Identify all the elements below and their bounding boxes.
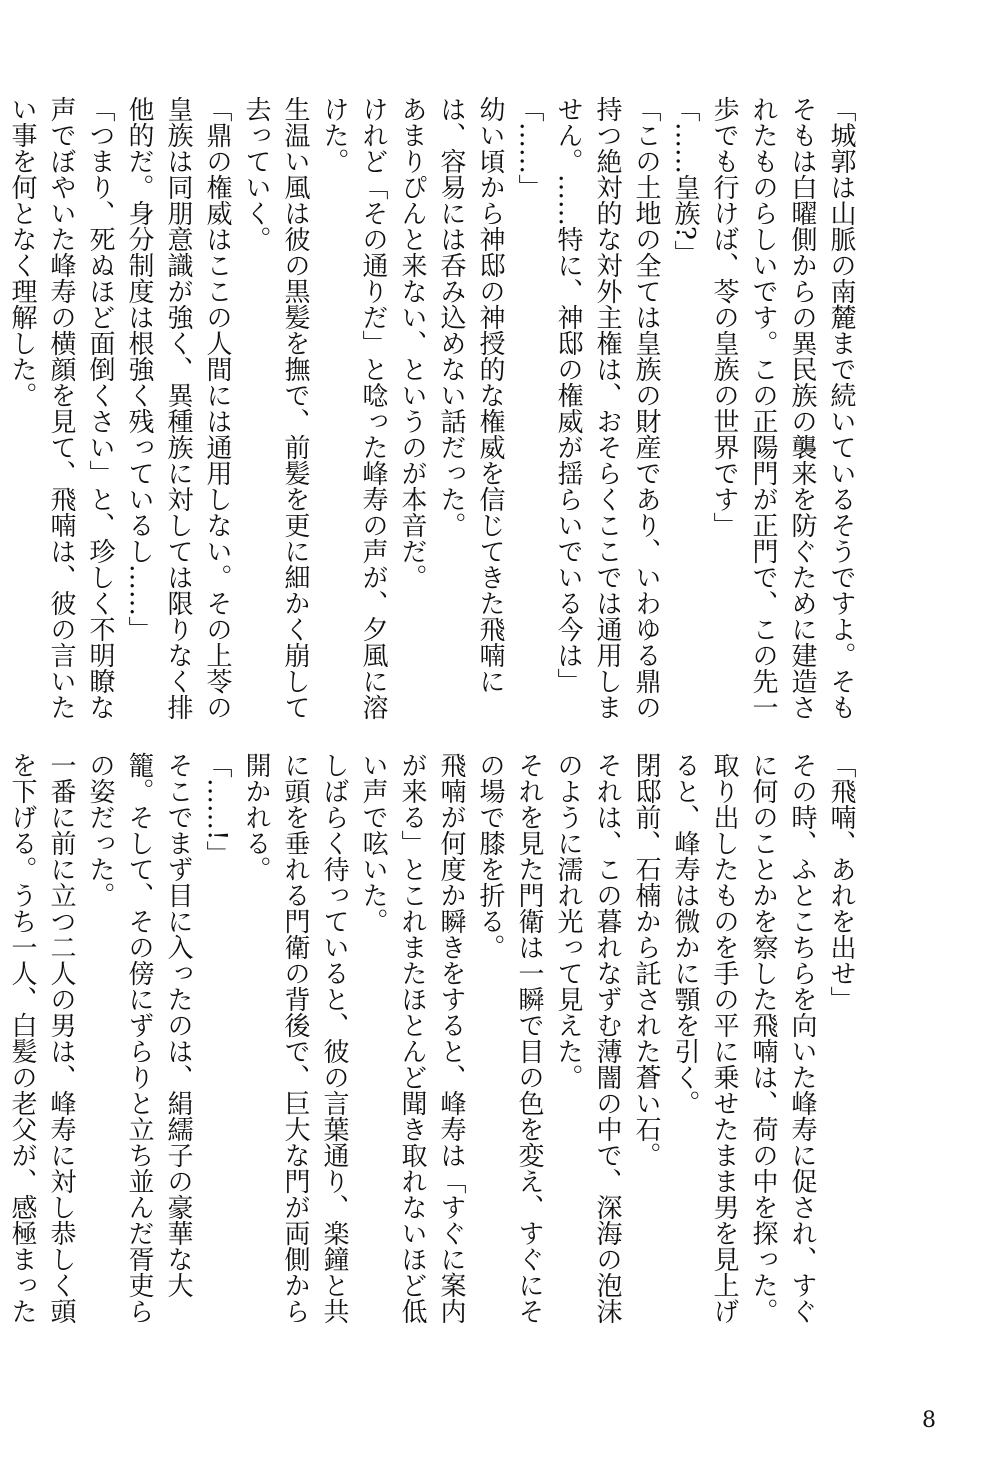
paragraph: 一番に前に立つ二人の男は、峰寿に対し恭しく頭を下げる。うち一人、白髪の老父が、感極まった bbox=[7, 752, 76, 1324]
paragraph: 飛喃が何度か瞬きをすると、峰寿は「すぐに案内が来る」とこれまたほとんど聞き取れないほど低い声で呟いた。 bbox=[358, 752, 466, 1324]
paragraph: 閉邸前、石楠から託された蒼い石。 bbox=[631, 752, 661, 1168]
paragraph: しばらく待っていると、彼の言葉通り、楽鐘と共に頭を垂れる門衛の背後で、巨大な門が両側から開かれる。 bbox=[241, 752, 349, 1324]
text-tier-bottom bbox=[7, 752, 860, 1344]
paragraph bbox=[0, 96, 2, 734]
paragraph: 「城郭は山脈の南麓まで続いているそうですよ。そもそもは白曜側からの異民族の襲来を防ぐために建造されたものらしいです。この正陽門が正門で、この先一歩でも行けば、苓の皇族の世界です」 bbox=[709, 96, 856, 720]
page-number: 8 bbox=[922, 1408, 936, 1433]
paragraph: 「……」 bbox=[514, 96, 544, 200]
paragraph: 「つまり、死ぬほど面倒くさい」と、珍しく不明瞭な声でぼやいた峰寿の横顔を見て、飛喃は、彼の言いたい事を何となく理解した。 bbox=[7, 96, 115, 720]
paragraph: あまりぴんと来ない、というのが本音だ。 bbox=[397, 96, 427, 590]
paragraph: 「……皇族?」 bbox=[670, 96, 700, 266]
paragraph: 「鼎の権威はここの人間には通用しない。その上苓の皇族は同朋意識が強く、異種族に対しては限りなく排他的だ。身分制度は根強く残っているし……」 bbox=[124, 96, 232, 720]
paragraph: けれど「その通りだ」と唸った峰寿の声が、夕風に溶けた。 bbox=[319, 96, 388, 720]
paragraph: 「飛喃、あれを出せ」 bbox=[826, 752, 856, 1012]
paragraph: それは、この暮れなずむ薄闇の中で、深海の泡沫のように濡れ光って見えた。 bbox=[553, 752, 622, 1324]
paragraph: その時、ふとこちらを向いた峰寿に促され、すぐに何のことかを察した飛喃は、荷の中を探った。取り出したものを手の平に乗せたまま男を見上げると、峰寿は微かに顎を引く。 bbox=[670, 752, 817, 1324]
text-tier-top bbox=[7, 96, 860, 734]
paragraph: 幼い頃から神邸の神授的な権威を信じてきた飛喃には、容易には呑み込めない話だった。 bbox=[436, 96, 505, 694]
paragraph: 「……!」 bbox=[202, 752, 232, 867]
paragraph: それを見た門衛は一瞬で目の色を変え、すぐにその場で膝を折る。 bbox=[475, 752, 544, 1324]
paragraph: そこでまず目に入ったのは、絹繻子の豪華な大籠。そして、その傍にずらりと立ち並んだ胥吏らの姿だった。 bbox=[85, 752, 193, 1324]
paragraph: 「この土地の全ては皇族の財産であり、いわゆる鼎の持つ絶対的な対外主権は、おそらくここでは通用しません。……特に、神邸の権威が揺らいでいる今は」 bbox=[553, 96, 661, 720]
paragraph: 生温い風は彼の黒髪を撫で、前髪を更に細かく崩して去っていく。 bbox=[241, 96, 310, 720]
